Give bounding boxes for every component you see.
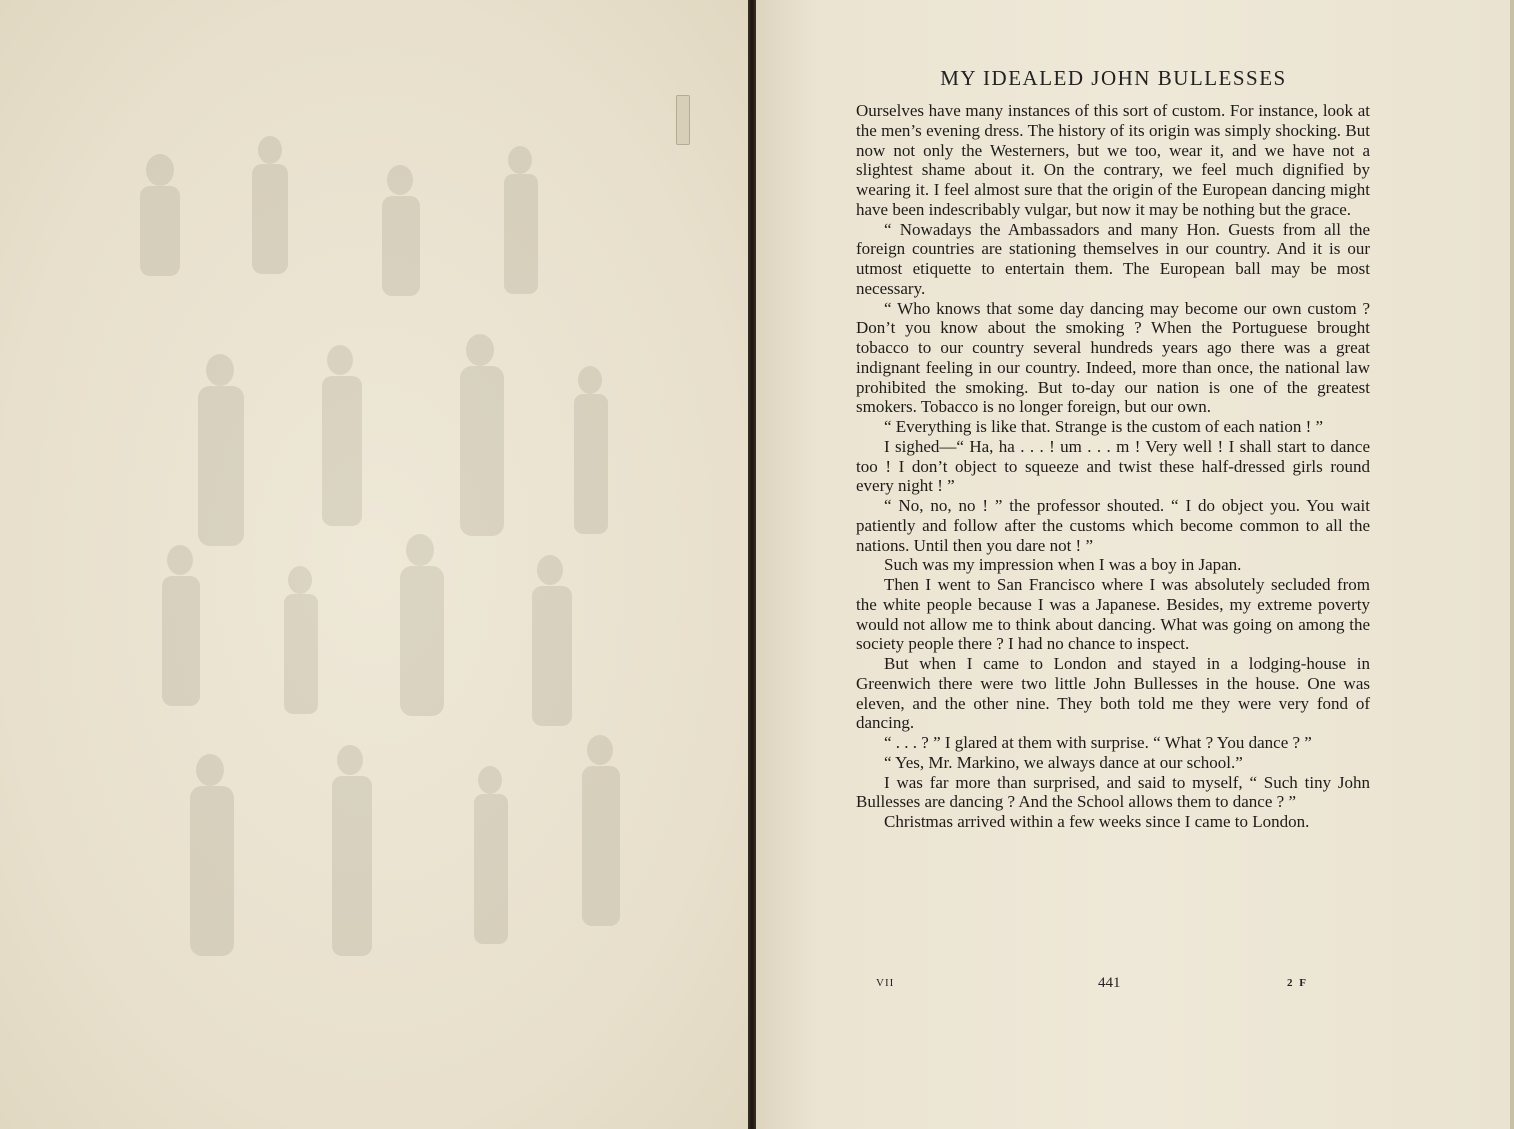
paragraph: “ No, no, no ! ” the professor shouted. “ I do object you. You wait patiently and follow after the customs which become common to all the nations. Until then you dare not ! ” xyxy=(856,496,1370,555)
paragraph: “ Everything is like that. Strange is the custom of each nation ! ” xyxy=(884,417,1324,436)
page-edge xyxy=(1510,0,1514,1129)
volume-signature: VII xyxy=(876,977,895,989)
page-body xyxy=(856,101,1370,832)
right-page xyxy=(756,0,1514,1129)
paragraph: “ . . . ? ” I glared at them with surprise. “ What ? You dance ? ” xyxy=(884,733,1312,752)
paragraph: But when I came to London and stayed in a lodging-house in Greenwich there were two little John Bullesses in the house. One was eleven, and the other nine. They both told me they were very fond of dancing. xyxy=(856,654,1370,733)
bookmark-ribbon xyxy=(676,95,690,145)
paragraph: I was far more than surprised, and said to myself, “ Such tiny John Bullesses are dancing ? And the School allows them to dance ? ” xyxy=(856,772,1370,812)
paragraph: I sighed—“ Ha, ha . . . ! um . . . m ! Very well ! I shall start to dance too ! I don’t object to squeeze and twist these half-dressed girls round every night ! ” xyxy=(856,436,1370,496)
book-gutter xyxy=(748,0,756,1129)
paragraph: “ Yes, Mr. Markino, we always dance at our school.” xyxy=(884,752,1243,772)
left-page xyxy=(0,0,748,1129)
paragraph: Then I went to San Francisco where I was absolutely secluded from the white people because I was a Japanese. Besides, my extreme poverty would not allow me to think about dancing. What was going on among the society people there ? I had no chance to inspect. xyxy=(856,575,1370,654)
running-head: MY IDEALED JOHN BULLESSES xyxy=(940,66,1287,90)
paragraph: “ Who knows that some day dancing may become our own custom ? Don’t you know about the smoking ? When the Portuguese brought tobacco to our country several hundreds years ago there was a great indignant feeling in our country. Indeed, more than once, the national law prohibited the smoking. But to-day our nation is one of the greatest smokers. Tobacco is no longer foreign, but our own. xyxy=(856,298,1370,417)
paragraph: Christmas arrived within a few weeks since I came to London. xyxy=(884,812,1310,831)
paragraph: Such was my impression when I was a boy in Japan. xyxy=(884,555,1242,575)
show-through-illustration-icon xyxy=(100,110,660,1010)
page-number: 441 xyxy=(1098,975,1121,991)
gathering-signature: 2 F xyxy=(1287,977,1308,989)
paragraph: “ Nowadays the Ambassadors and many Hon. Guests from all the foreign countries are stationing themselves in our country. And it is our utmost etiquette to entertain them. The European ball may be most necessary. xyxy=(856,219,1370,298)
paragraph: Ourselves have many instances of this sort of custom. For instance, look at the men’s evening dress. The history of its origin was simply shocking. But now not only the Westerners, but we too, wear it, and we have not a slightest shame about it. On the contrary, we feel much dignified by wearing it. I feel almost sure that the origin of the European dancing might have been indescribably vulgar, but now it may be nothing but the grace. xyxy=(856,101,1370,219)
page-footer xyxy=(876,975,1306,995)
